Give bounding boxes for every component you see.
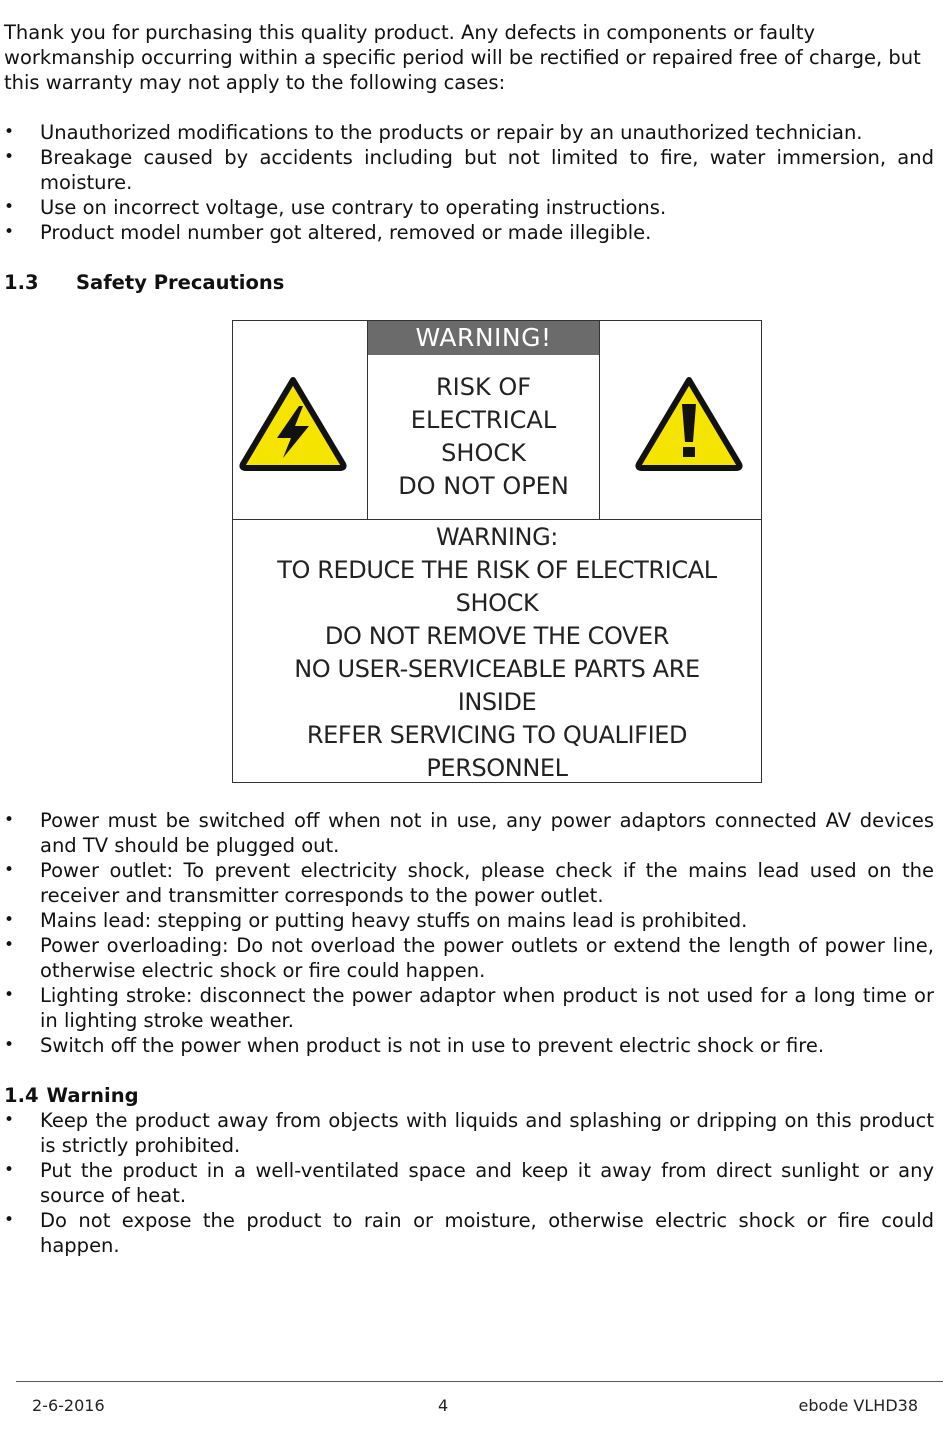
list-item: • Put the product in a well-ventilated space and keep it away from direct sunlight or any source of heat. (4, 1158, 934, 1208)
list-item: • Keep the product away from objects with liquids and splashing or dripping on this product is strictly prohibited. (4, 1108, 934, 1158)
section-title: Safety Precautions (76, 271, 285, 294)
warning-banner: WARNING! (368, 321, 599, 355)
high-voltage-icon (239, 376, 347, 471)
warning-line: INSIDE (457, 688, 537, 716)
list-item: • Power must be switched off when not in use, any power adaptors connected AV devices and TV should be plugged out. (4, 808, 934, 858)
electrical-shock-warning-label (232, 320, 762, 783)
list-item: • Switch off the power when product is not in use to prevent electric shock or fire. (4, 1033, 934, 1058)
risk-line: ELECTRICAL (410, 406, 557, 434)
warning-line: REFER SERVICING TO QUALIFIED (306, 721, 688, 749)
list-item: • Product model number got altered, removed or made illegible. (4, 220, 934, 245)
footer-date: 2-6-2016 (32, 1396, 105, 1415)
list-item: • Breakage caused by accidents including but not limited to fire, water immersion, and moisture. (4, 145, 934, 195)
warning-line: PERSONNEL (426, 754, 568, 782)
section-heading-safety (4, 270, 934, 295)
label-risk-box (367, 321, 600, 519)
label-warning-text (233, 521, 761, 785)
warning-line: DO NOT REMOVE THE COVER (324, 622, 670, 650)
list-item: • Unauthorized modifications to the products or repair by an unauthorized technician. (4, 120, 934, 145)
risk-line: RISK OF (435, 373, 532, 401)
section-number: 1.4 (4, 1084, 39, 1107)
list-item: • Mains lead: stepping or putting heavy stuffs on mains lead is prohibited. (4, 908, 934, 933)
exclamation-warning-icon (635, 376, 743, 471)
section-heading-warning (4, 1083, 934, 1108)
warranty-cases-list (4, 120, 934, 245)
list-item: • Use on incorrect voltage, use contrary to operating instructions. (4, 195, 934, 220)
risk-line: SHOCK (441, 439, 526, 467)
label-top-panel (233, 321, 761, 520)
section-number: 1.3 (4, 271, 39, 294)
footer-page-number: 4 (438, 1396, 449, 1415)
section-title: Warning (46, 1084, 139, 1107)
risk-text (368, 371, 599, 503)
list-item: • Do not expose the product to rain or moisture, otherwise electric shock or fire could happen. (4, 1208, 934, 1258)
warning-line: SHOCK (455, 589, 539, 617)
risk-line: DO NOT OPEN (398, 472, 569, 500)
warning-line: NO USER-SERVICEABLE PARTS ARE (294, 655, 700, 683)
list-item: • Power outlet: To prevent electricity shock, please check if the mains lead used on the receiver and transmitter corresponds to the power outlet. (4, 858, 934, 908)
warning-line: TO REDUCE THE RISK OF ELECTRICAL (277, 556, 717, 584)
warning-line: WARNING: (436, 523, 558, 551)
list-item: • Power overloading: Do not overload the power outlets or extend the length of power line, otherwise electric shock or fire could happen. (4, 933, 934, 983)
safety-precautions-list (4, 808, 934, 1058)
footer-divider (16, 1381, 943, 1382)
warranty-intro: Thank you for purchasing this quality product. Any defects in components or faulty workmanship occurring within a specific period will be rectified or repaired free of charge, but this warranty may not apply to the following cases: (4, 21, 921, 94)
footer-product: ebode VLHD38 (798, 1396, 918, 1415)
list-item: • Lighting stroke: disconnect the power adaptor when product is not used for a long time or in lighting stroke weather. (4, 983, 934, 1033)
warning-list (4, 1108, 934, 1258)
